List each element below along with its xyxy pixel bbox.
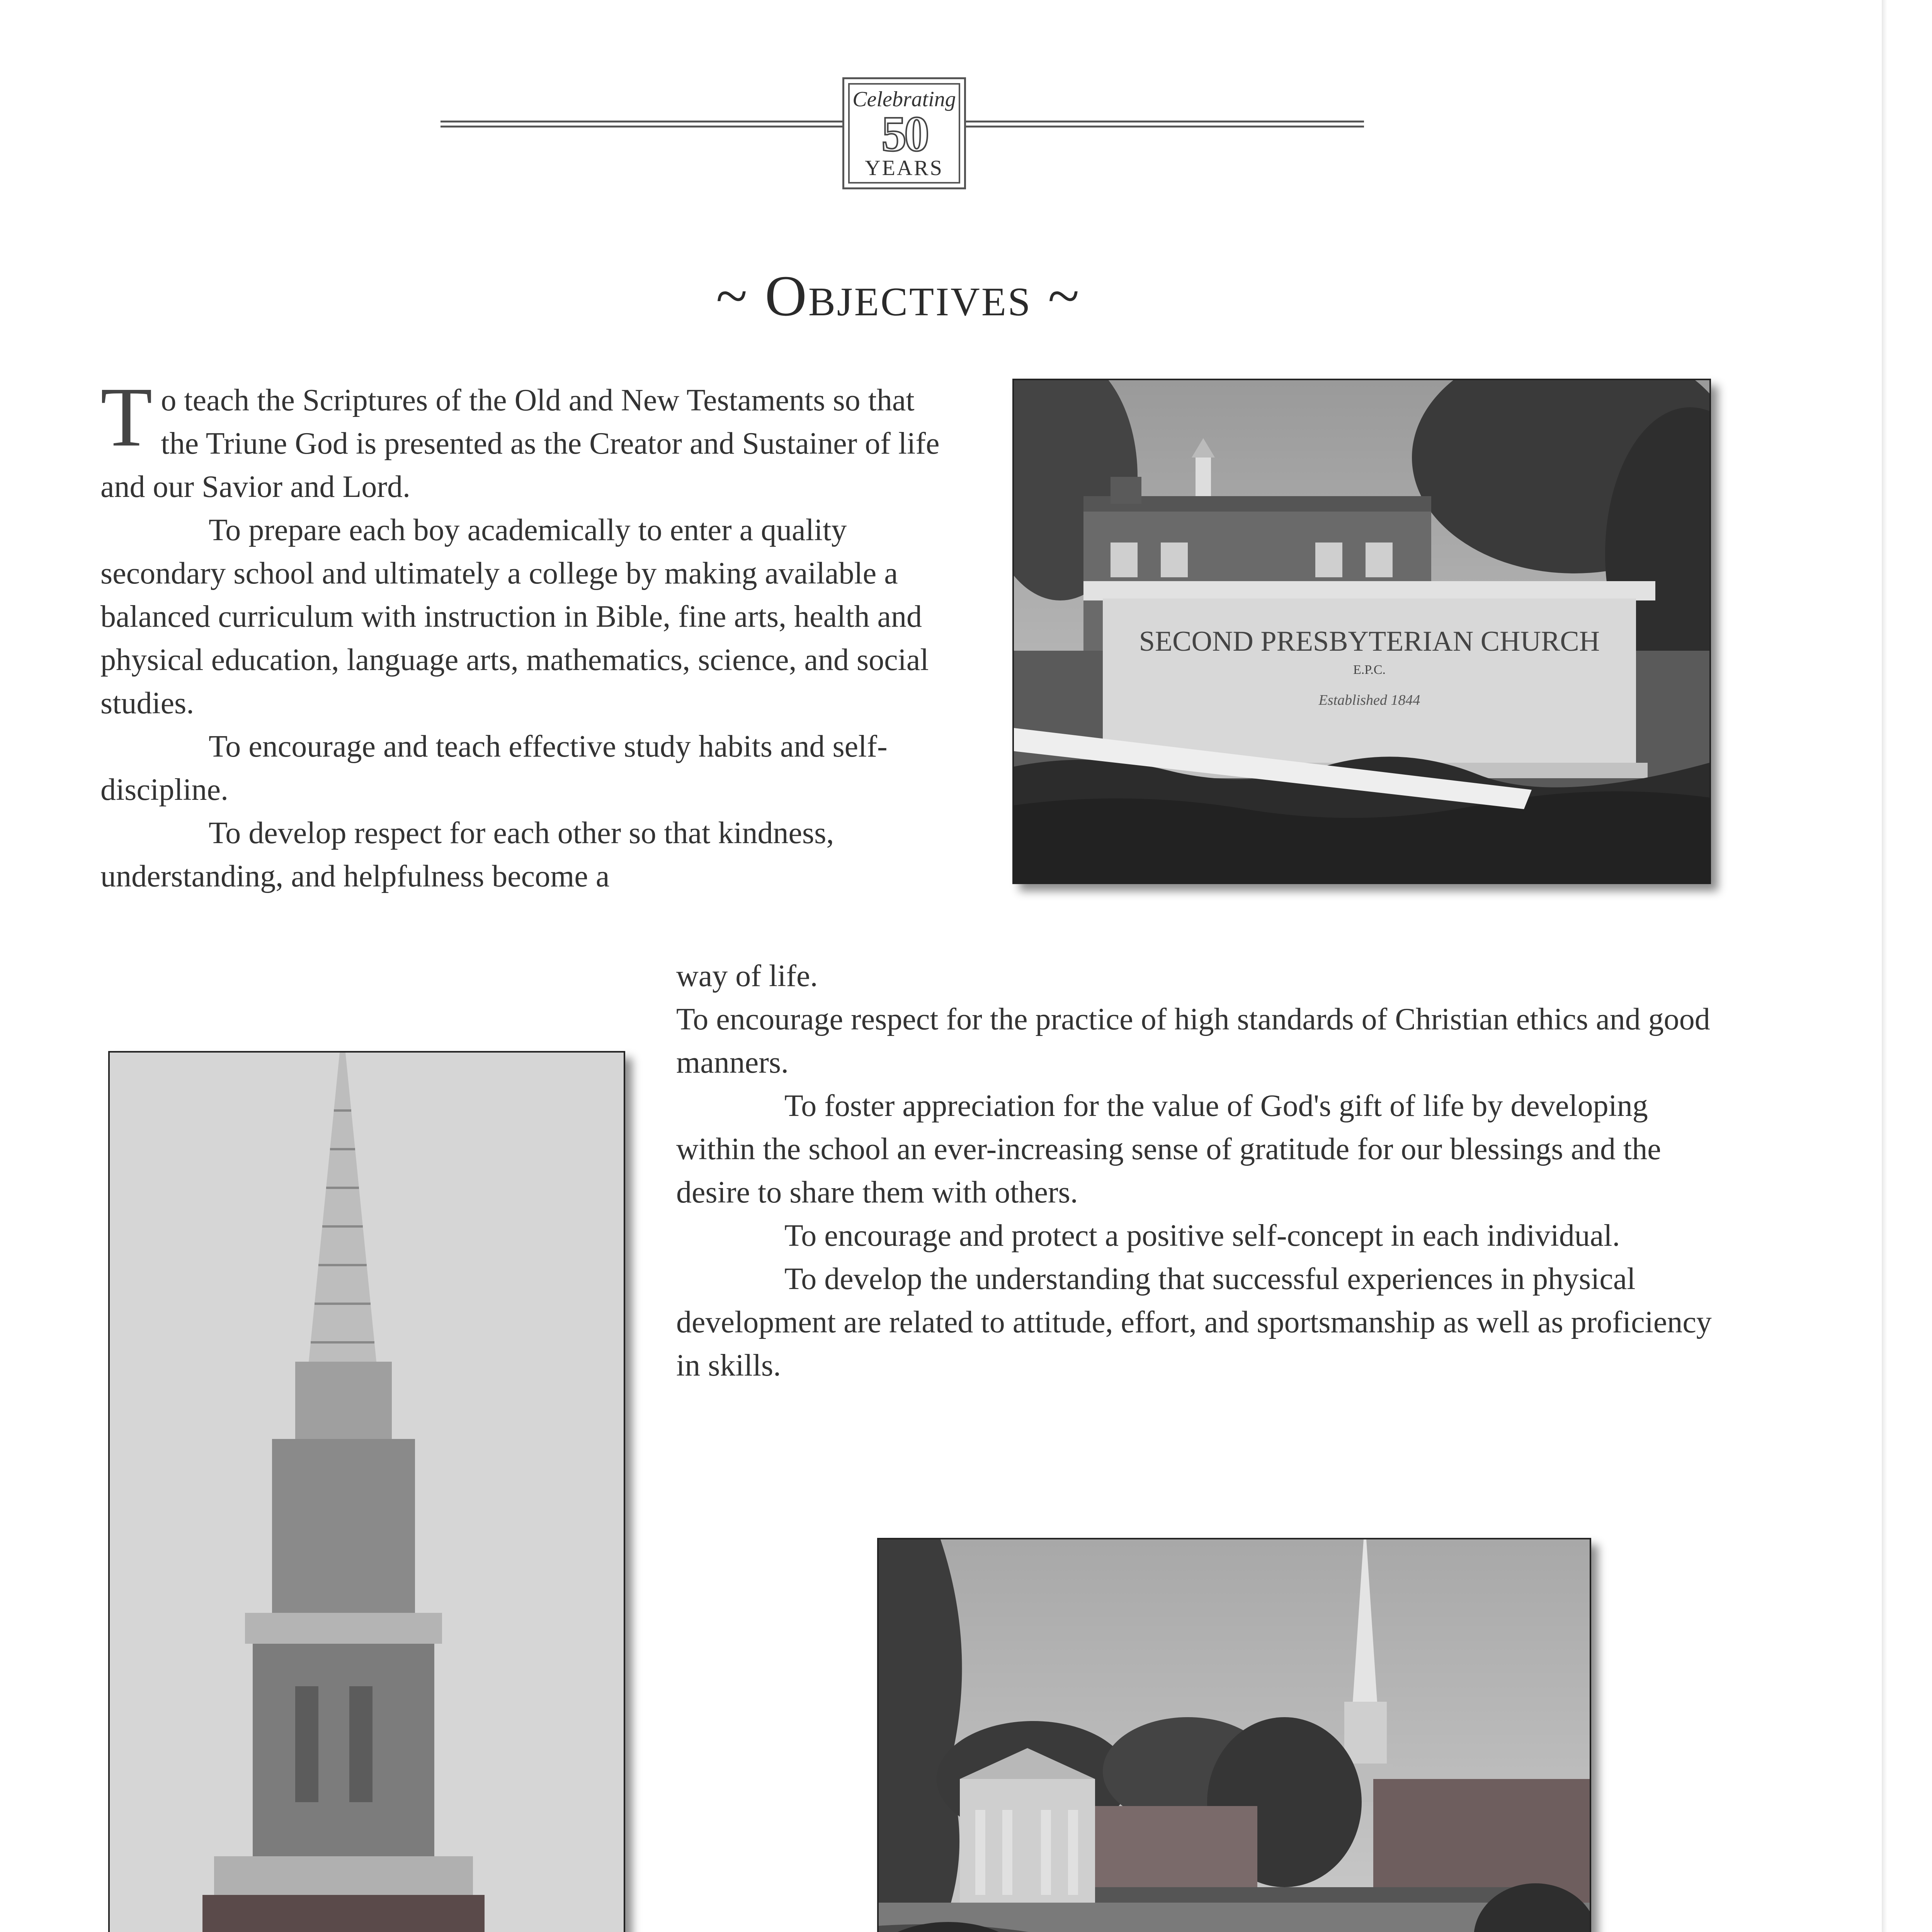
objective-1-text: o teach the Scriptures of the Old and New Testaments so that the Triune God is presented as the Creator and Sustainer of life and our Savior and Lord. xyxy=(100,383,940,504)
logo-number: 50 xyxy=(881,106,927,162)
objective-7: To encourage and protect a positive self-concept in each individual. xyxy=(784,1219,1620,1253)
title-text: Objectives xyxy=(765,264,1032,328)
logo-years-text: YEARS xyxy=(865,156,944,180)
objective-4-start: To develop respect for each other so that kindness, understanding, and helpfulness become a xyxy=(100,816,834,893)
campus-photo xyxy=(877,1538,1591,1932)
objectives-text-upper xyxy=(100,370,951,898)
church-steeple-image xyxy=(110,1053,624,1932)
header-rule-right xyxy=(966,121,1364,128)
objective-paragraph xyxy=(100,370,951,509)
campus-image xyxy=(879,1539,1590,1932)
celebrating-50-years-logo xyxy=(842,77,966,189)
drop-cap: T xyxy=(100,370,153,464)
sign-established-text: Established 1844 xyxy=(1318,692,1420,708)
objectives-text-lower xyxy=(676,954,1719,1387)
church-sign-image xyxy=(1014,380,1709,883)
church-sign-photo xyxy=(1012,379,1711,884)
sign-name-text: SECOND PRESBYTERIAN CHURCH xyxy=(1139,626,1600,657)
page-edge-shadow xyxy=(1882,0,1887,1932)
sign-epc-text: E.P.C. xyxy=(1353,663,1386,677)
logo-celebrating-text: Celebrating xyxy=(852,87,956,111)
title-prefix: ~ xyxy=(716,264,765,328)
objective-4-end: way of life. xyxy=(676,959,818,993)
objective-2: To prepare each boy academically to enter a quality secondary school and ultimately a college by making available a balanced curriculum with instruction in Bible, fine arts, health and physical education, language arts, mathematics, science, and social studies. xyxy=(100,513,929,720)
header-rule-left xyxy=(440,121,842,128)
page-title xyxy=(0,263,1797,329)
objective-8: To develop the understanding that successful experiences in physical development are related to attitude, effort, and sportsmanship as well as proficiency in skills. xyxy=(676,1262,1712,1383)
title-suffix: ~ xyxy=(1032,264,1081,328)
objective-5: To encourage respect for the practice of high standards of Christian ethics and good manners. xyxy=(676,1002,1710,1080)
church-steeple-photo xyxy=(108,1051,625,1932)
objective-3: To encourage and teach effective study habits and self-discipline. xyxy=(100,730,888,807)
objective-6: To foster appreciation for the value of God's gift of life by developing within the school an ever-increasing sense of gratitude for our blessings and the desire to share them with others. xyxy=(676,1089,1661,1209)
